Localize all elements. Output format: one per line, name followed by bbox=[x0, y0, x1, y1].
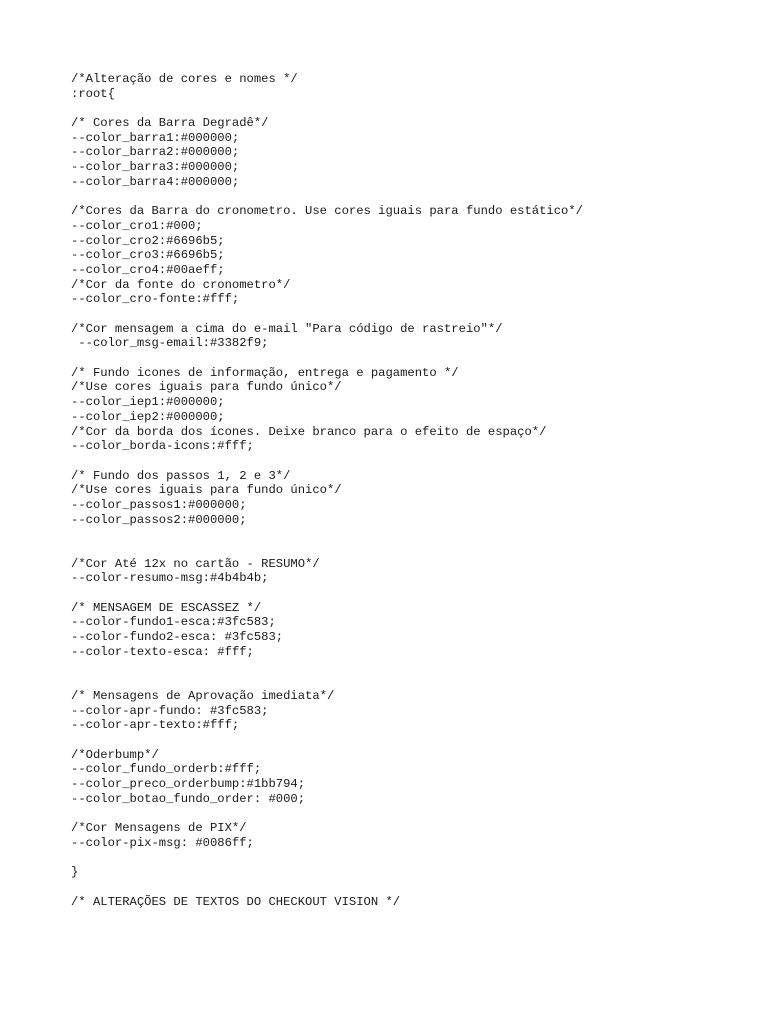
code-line: /*Cor da borda dos ícones. Deixe branco para o efeito de espaço*/ bbox=[71, 424, 547, 439]
code-line: --color-apr-fundo: #3fc583; bbox=[71, 703, 269, 718]
code-line: /*Use cores iguais para fundo único*/ bbox=[71, 483, 342, 498]
code-line bbox=[71, 351, 751, 366]
code-line: /* Mensagens de Aprovação imediata*/ bbox=[71, 688, 335, 703]
code-line: /*Cor Até 12x no cartão - RESUMO*/ bbox=[71, 556, 320, 571]
code-line: --color_cro1:#000; bbox=[71, 218, 203, 233]
code-line: --color_iep1:#000000; bbox=[71, 395, 225, 410]
code-line bbox=[71, 806, 751, 821]
code-line bbox=[71, 660, 751, 675]
code-line: /*Oderbump*/ bbox=[71, 747, 159, 762]
code-line bbox=[71, 307, 751, 322]
code-line: --color_borda-icons:#fff; bbox=[71, 439, 254, 454]
code-line: /* MENSAGEM DE ESCASSEZ */ bbox=[71, 600, 262, 615]
code-line: /* Fundo dos passos 1, 2 e 3*/ bbox=[71, 468, 291, 483]
code-line bbox=[71, 542, 751, 557]
code-line bbox=[71, 880, 751, 895]
code-line: --color-fundo1-esca:#3fc583; bbox=[71, 615, 276, 630]
code-line: /*Cor da fonte do cronometro*/ bbox=[71, 277, 291, 292]
code-line bbox=[71, 674, 751, 689]
code-line: /*Use cores iguais para fundo único*/ bbox=[71, 380, 342, 395]
code-line: /* Fundo icones de informação, entrega e pagamento */ bbox=[71, 365, 459, 380]
code-line: --color_passos1:#000000; bbox=[71, 497, 247, 512]
code-line: --color-texto-esca: #fff; bbox=[71, 644, 254, 659]
code-line bbox=[71, 454, 751, 469]
code-line: --color-resumo-msg:#4b4b4b; bbox=[71, 571, 269, 586]
code-line bbox=[71, 850, 751, 865]
css-code-block bbox=[71, 72, 751, 909]
code-line: --color-apr-texto:#fff; bbox=[71, 718, 240, 733]
code-line: /*Cores da Barra do cronometro. Use cores iguais para fundo estático*/ bbox=[71, 204, 583, 219]
code-line: --color_botao_fundo_order: #000; bbox=[71, 791, 306, 806]
code-line: --color_barra4:#000000; bbox=[71, 174, 240, 189]
code-line: --color_fundo_orderb:#fff; bbox=[71, 762, 262, 777]
code-line: --color-pix-msg: #0086ff; bbox=[71, 835, 254, 850]
code-line: --color_cro4:#00aeff; bbox=[71, 262, 225, 277]
code-line: /* ALTERAÇÕES DE TEXTOS DO CHECKOUT VISION */ bbox=[71, 894, 401, 909]
code-line bbox=[71, 527, 751, 542]
code-line: :root{ bbox=[71, 86, 115, 101]
code-line bbox=[71, 190, 751, 205]
code-line bbox=[71, 733, 751, 748]
code-line: } bbox=[71, 865, 79, 880]
code-line: --color_barra3:#000000; bbox=[71, 160, 240, 175]
code-line bbox=[71, 101, 751, 116]
code-line: --color_cro3:#6696b5; bbox=[71, 248, 225, 263]
code-line: /* Cores da Barra Degradê*/ bbox=[71, 116, 269, 131]
code-line: /*Cor Mensagens de PIX*/ bbox=[71, 821, 247, 836]
code-line: /*Alteração de cores e nomes */ bbox=[71, 72, 298, 86]
code-line: /*Cor mensagem a cima do e-mail "Para código de rastreio"*/ bbox=[71, 321, 503, 336]
code-line: --color_cro-fonte:#fff; bbox=[71, 292, 240, 307]
code-line: --color_barra2:#000000; bbox=[71, 145, 240, 160]
code-line: --color_cro2:#6696b5; bbox=[71, 233, 225, 248]
code-line: --color_passos2:#000000; bbox=[71, 512, 247, 527]
code-line bbox=[71, 586, 751, 601]
code-line: --color_preco_orderbump:#1bb794; bbox=[71, 777, 306, 791]
code-line: --color_iep2:#000000; bbox=[71, 409, 225, 424]
code-line: --color_barra1:#000000; bbox=[71, 130, 240, 145]
code-line: --color-fundo2-esca: #3fc583; bbox=[71, 630, 284, 645]
code-line: --color_msg-email:#3382f9; bbox=[71, 336, 269, 351]
